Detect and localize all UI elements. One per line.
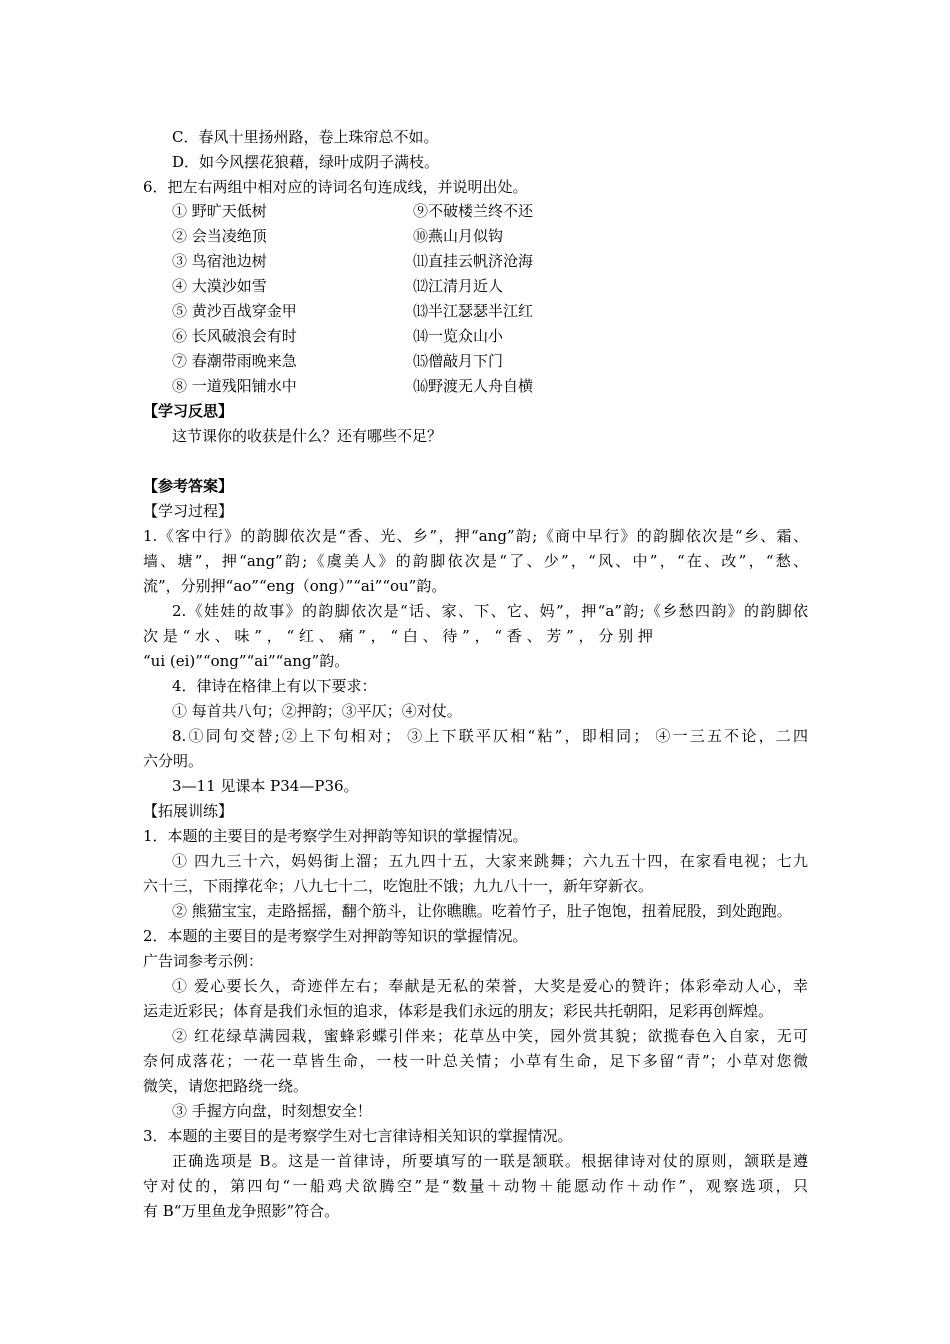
answer-2-line: 2.《娃娃的故事》的韵脚依次是“话、家、下、它、妈”，押“a”韵;《乡愁四韵》的韵脚依 bbox=[172, 602, 808, 620]
q6-left-item: ⑦ 春潮带雨晚来急 bbox=[172, 352, 297, 370]
q6-left-item: ④ 大漠沙如雪 bbox=[172, 277, 267, 295]
extension-q3-line: 正确选项是 B。这是一首律诗，所要填写的一联是颔联。根据律诗对仗的原则，颔联是遵 bbox=[172, 1152, 808, 1170]
reflection-question: 这节课你的收获是什么？还有哪些不足？ bbox=[172, 427, 443, 445]
q6-right-item: ⒁一览众山小 bbox=[413, 327, 504, 345]
extension-q1: 1．本题的主要目的是考察学生对押韵等知识的掌握情况。 bbox=[143, 827, 528, 845]
q6-left-item: ⑥ 长风破浪会有时 bbox=[172, 327, 297, 345]
extension-q2-b-line: ② 红花绿草满园栽，蜜蜂彩蝶引伴来；花草丛中笑，园外赏其貌；欲揽春色入自家，无可 bbox=[172, 1027, 808, 1045]
q6-right-item: ⑾直挂云帆济沧海 bbox=[413, 252, 534, 270]
q6-right-item: ⒂僧敲月下门 bbox=[413, 352, 504, 370]
extension-q2-b-line: 奈何成落花；一花一草皆生命，一枝一叶总关情；小草有生命，足下多留“青”；小草对您微 bbox=[143, 1052, 808, 1070]
q6-left-item: ③ 鸟宿池边树 bbox=[172, 252, 267, 270]
extension-q1-b: ② 熊猫宝宝，走路摇摇，翻个筋斗，让你瞧瞧。吃着竹子，肚子饱饱，扭着屁股，到处跑跑。 bbox=[172, 902, 792, 920]
q6-right-item: ⒃野渡无人舟自横 bbox=[413, 377, 534, 395]
q6-left-item: ① 野旷天低树 bbox=[172, 202, 267, 220]
extension-q2-c: ③ 手握方向盘，时刻想安全！ bbox=[172, 1102, 372, 1120]
answer-2-line: “ui (ei)”“ong”“ai”“ang”韵。 bbox=[143, 652, 350, 670]
q6-left-item: ② 会当凌绝顶 bbox=[172, 227, 267, 245]
extension-q3-line: 守对仗的，第四句“一船鸡犬欲腾空”是“数量＋动物＋能愿动作＋动作”，观察选项，只 bbox=[143, 1177, 808, 1195]
answer-1-line: 1.《客中行》的韵脚依次是“香、光、乡”，押“ang”韵;《商中早行》的韵脚依次是“乡、霜、 bbox=[143, 527, 808, 545]
extension-q2-ad: 广告词参考示例： bbox=[143, 952, 264, 970]
q6-right-item: ⑨不破楼兰终不还 bbox=[413, 202, 534, 220]
answer-3-11: 3—11 见课本 P34—P36。 bbox=[172, 777, 359, 795]
q5-option-c: C．春风十里扬州路，卷上珠帘总不如。 bbox=[172, 128, 439, 146]
q6-left-item: ⑧ 一道残阳铺水中 bbox=[172, 377, 297, 395]
answer-4-items: ① 每首共八句；②押韵；③平仄；④对仗。 bbox=[172, 702, 462, 720]
extension-q2-a-line: ① 爱心要长久，奇迹伴左右；奉献是无私的荣誉，大奖是爱心的赞许；体彩牵动人心，幸 bbox=[172, 977, 808, 995]
process-heading: 【学习过程】 bbox=[143, 502, 234, 520]
answer-2-line: 次 是 “ 水 、 味 ” ， “ 红 、 痛 ” ， “ 白 、 待 ” ， “ 香 、 芳 ” ， 分 别 押 bbox=[143, 627, 653, 645]
extension-heading: 【拓展训练】 bbox=[143, 802, 234, 820]
answer-8-line: 六分明。 bbox=[143, 752, 204, 770]
reflection-heading: 【学习反思】 bbox=[143, 402, 234, 420]
extension-q1-a-line: 六十三，下雨撑花伞；八九七十二，吃饱肚不饿；九九八十一，新年穿新衣。 bbox=[143, 877, 654, 895]
q6-left-item: ⑤ 黄沙百战穿金甲 bbox=[172, 302, 297, 320]
extension-q3: 3．本题的主要目的是考察学生对七言律诗相关知识的掌握情况。 bbox=[143, 1127, 573, 1145]
extension-q1-a-line: ① 四九三十六，妈妈街上溜；五九四十五，大家来跳舞；六九五十四，在家看电视；七九 bbox=[172, 852, 808, 870]
q6-right-item: ⑩燕山月似钩 bbox=[413, 227, 504, 245]
answer-1-line: 墙、塘”，押“ang”韵;《虞美人》的韵脚依次是“了、少”，“风、中”，“在、改”，“愁、 bbox=[143, 552, 808, 570]
extension-q2: 2．本题的主要目的是考察学生对押韵等知识的掌握情况。 bbox=[143, 927, 528, 945]
answer-4-title: 4．律诗在格律上有以下要求： bbox=[172, 677, 377, 695]
extension-q3-line: 有 B“万里鱼龙争照影”符合。 bbox=[143, 1202, 340, 1220]
extension-q2-b-line: 微笑，请您把路绕一绕。 bbox=[143, 1077, 309, 1095]
q5-option-d: D．如今风摆花狼藉，绿叶成阴子满枝。 bbox=[172, 153, 440, 171]
answer-8-line: 8.①同句交替;②上下句相对； ③上下联平仄相“粘”，即相同； ④一三五不论，二四 bbox=[172, 727, 808, 745]
extension-q2-a-line: 运走近彩民；体育是我们永恒的追求，体彩是我们永远的朋友；彩民共托朝阳，足彩再创辉煌。 bbox=[143, 1002, 774, 1020]
answers-heading: 【参考答案】 bbox=[143, 477, 234, 495]
q6-right-item: ⑿江清月近人 bbox=[413, 277, 504, 295]
q6-right-item: ⒀半江瑟瑟半江红 bbox=[413, 302, 534, 320]
q6-prompt: 6．把左右两组中相对应的诗词名句连成线，并说明出处。 bbox=[143, 178, 528, 196]
answer-1-line: 流”，分别押“ao”“eng（ong）”“ai”“ou”韵。 bbox=[143, 577, 447, 595]
